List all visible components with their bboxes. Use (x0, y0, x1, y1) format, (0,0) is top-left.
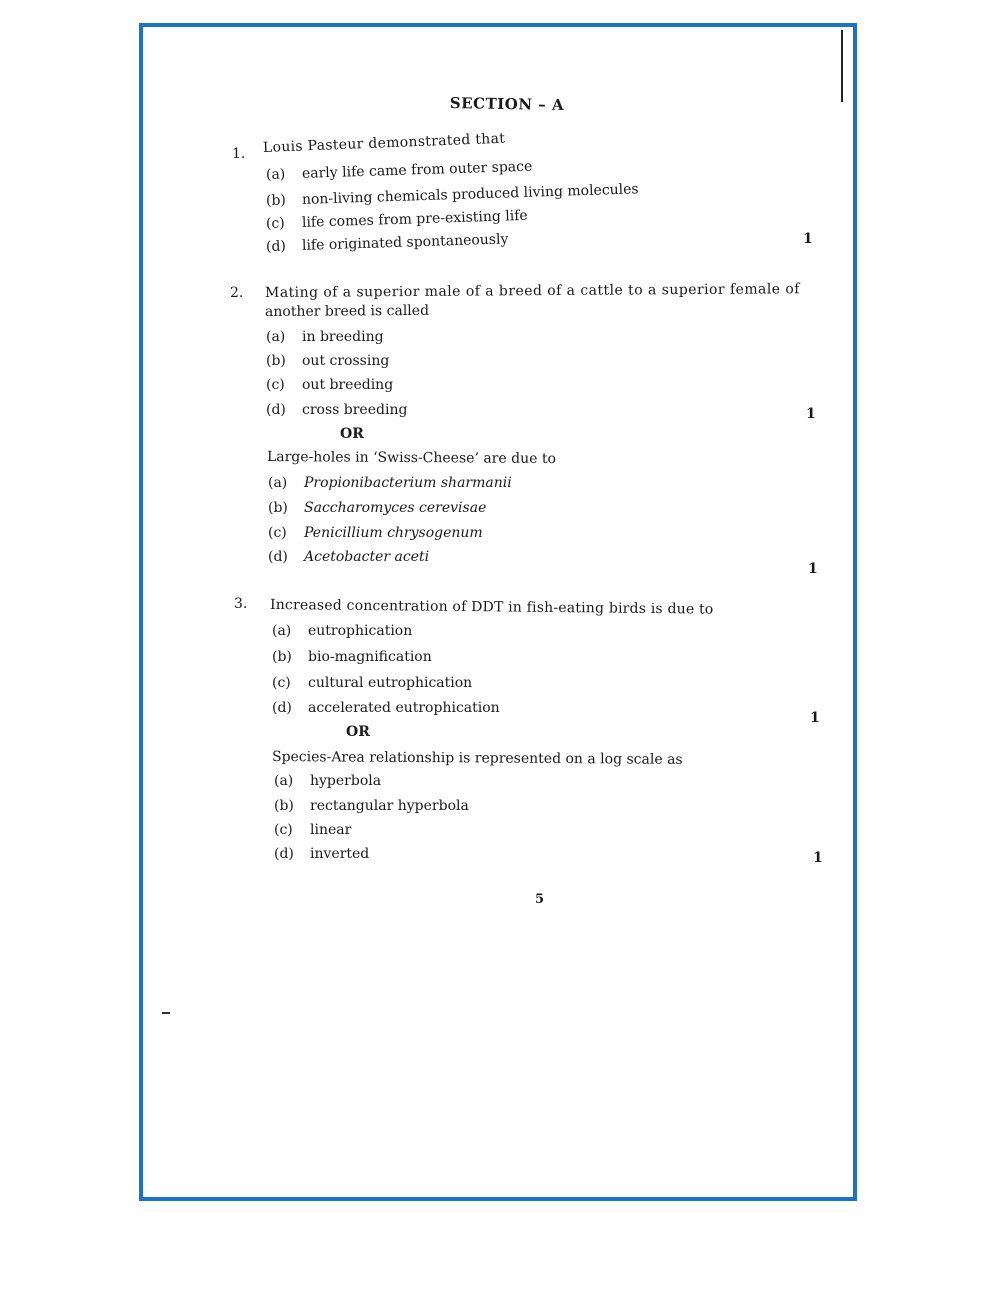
option-label: (d) (268, 549, 288, 565)
question-3-option-c (272, 675, 472, 691)
question-2-alt-marks: 1 (808, 561, 818, 577)
option-label: (b) (272, 649, 292, 665)
question-2-text-line2: another breed is called (264, 302, 430, 320)
option-label: (d) (265, 238, 287, 255)
option-text: eutrophication (308, 623, 413, 639)
question-3-alt-option-d (274, 846, 369, 862)
option-text: bio-magnification (308, 649, 432, 665)
option-text: Acetobacter aceti (304, 549, 430, 565)
question-3-text: Increased concentration of DDT in fish-eating birds is due to (269, 597, 714, 618)
option-label: (d) (272, 700, 292, 716)
question-2-alt-option-a (268, 475, 512, 491)
option-label: (c) (268, 525, 287, 541)
option-label: (a) (266, 329, 286, 345)
option-label: (c) (266, 377, 285, 393)
option-text: cross breeding (302, 402, 408, 418)
section-title: SECTION – A (449, 94, 565, 114)
option-label: (d) (274, 846, 294, 862)
question-3-marks: 1 (810, 710, 820, 726)
question-3-alt-option-c (274, 822, 351, 838)
option-label: (c) (265, 215, 286, 232)
option-text: non-living chemicals produced living molecules (301, 181, 639, 208)
scan-artifact-dash (162, 1012, 170, 1014)
option-text: Penicillium chrysogenum (304, 525, 483, 541)
question-1-text: Louis Pasteur demonstrated that (262, 130, 506, 156)
option-text: accelerated eutrophication (308, 700, 500, 716)
question-3-option-d (272, 700, 500, 716)
option-label: (a) (268, 475, 288, 491)
question-1-marks: 1 (803, 231, 813, 247)
question-3-alt-option-b (274, 798, 469, 814)
option-label: (d) (266, 402, 286, 418)
question-2-text-line1: Mating of a superior male of a breed of a cattle to a superior female of (264, 281, 800, 301)
question-3-alt-option-a (274, 773, 381, 789)
option-text: in breeding (302, 329, 384, 345)
option-label: (c) (274, 822, 293, 838)
question-2-option-d (266, 402, 407, 418)
option-label: (b) (266, 353, 286, 369)
question-3-or-label: OR (346, 724, 370, 740)
question-3-option-b (272, 649, 432, 665)
option-text: cultural eutrophication (308, 675, 473, 691)
option-text: life comes from pre-existing life (301, 207, 528, 231)
option-label: (a) (272, 623, 292, 639)
option-text: out crossing (302, 353, 390, 369)
option-text: hyperbola (310, 773, 382, 789)
option-label: (a) (274, 773, 294, 789)
page-number: 5 (535, 892, 545, 907)
question-2-number: 2. (230, 285, 244, 301)
scan-artifact-line (841, 30, 843, 102)
question-3-alt-marks: 1 (813, 850, 823, 866)
option-label: (b) (268, 500, 288, 516)
question-1-number: 1. (232, 146, 246, 162)
question-2-alt-option-b (268, 500, 486, 516)
question-3-alt-text: Species-Area relationship is represented on a log scale as (271, 749, 683, 768)
option-text: out breeding (302, 377, 394, 393)
question-2-alt-option-c (268, 525, 483, 541)
option-label: (b) (274, 798, 294, 814)
option-text: life originated spontaneously (301, 231, 509, 254)
question-2-marks: 1 (806, 406, 816, 422)
question-2-alt-option-d (268, 549, 429, 565)
option-text: rectangular hyperbola (310, 798, 469, 814)
option-text: linear (310, 822, 352, 838)
option-text: early life came from outer space (301, 158, 533, 182)
question-3-number: 3. (234, 596, 248, 612)
option-label: (a) (265, 166, 286, 183)
question-2-option-a (266, 329, 384, 345)
option-label: (c) (272, 675, 291, 691)
question-2-alt-text: Large-holes in ‘Swiss-Cheese’ are due to (266, 449, 556, 468)
option-text: Saccharomyces cerevisae (304, 500, 487, 516)
option-text: Propionibacterium sharmanii (304, 475, 512, 491)
option-label: (b) (265, 192, 287, 209)
question-2-option-b (266, 353, 389, 369)
question-2-option-c (266, 377, 393, 393)
question-3-option-a (272, 623, 412, 639)
question-2-or-label: OR (340, 426, 364, 442)
option-text: inverted (310, 846, 370, 862)
